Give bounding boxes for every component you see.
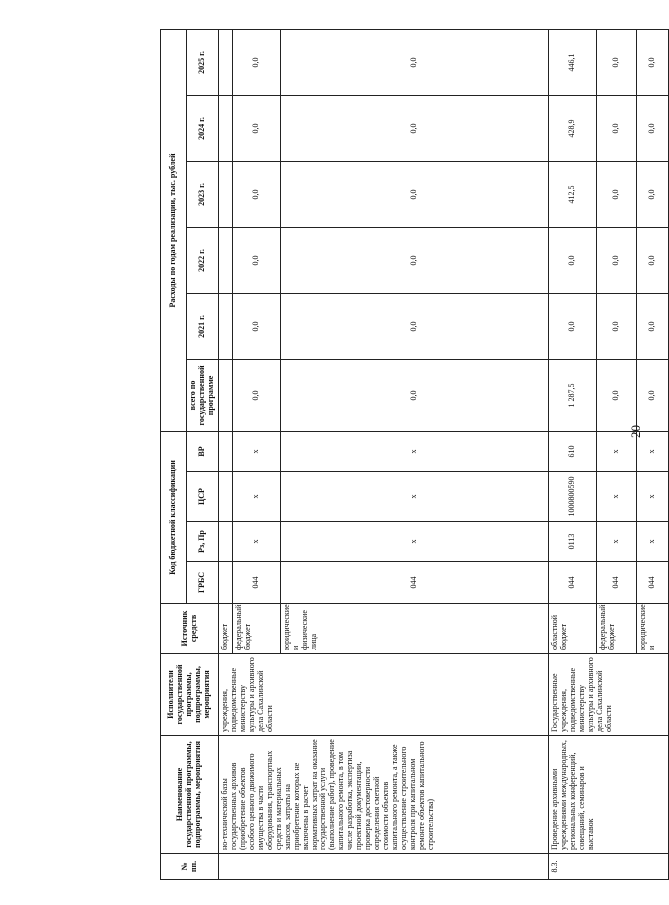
cell-2024: 0,0 (233, 95, 281, 161)
cell-grbs: 044 (597, 562, 637, 604)
header-year-2021: 2021 г. (187, 293, 219, 359)
header-vr: ВР (187, 431, 219, 471)
rotated-table-container (160, 30, 657, 880)
row-source: областной бюджет (549, 604, 597, 654)
cell-rzpr: х (597, 522, 637, 562)
row-source: юридические и (637, 604, 669, 654)
cell-grbs: 044 (233, 562, 281, 604)
cell-2025: 0,0 (233, 29, 281, 95)
cell-2023: 0,0 (281, 161, 549, 227)
row-source: юридические и физические лица (281, 604, 549, 654)
row-source: бюджет (219, 604, 233, 654)
cell-2021: 0,0 (233, 293, 281, 359)
cell-grbs (219, 562, 233, 604)
header-year-2024: 2024 г. (187, 95, 219, 161)
cell-2025: 0,0 (597, 29, 637, 95)
cell-2024 (219, 95, 233, 161)
header-csr: ЦСР (187, 472, 219, 522)
cell-2022: 0,0 (233, 227, 281, 293)
header-name: Наименование государственной программы, подпрограммы, мероприятия (161, 736, 219, 854)
cell-total: 1 287,5 (549, 359, 597, 431)
cell-vr: х (233, 431, 281, 471)
cell-2022: 0,0 (597, 227, 637, 293)
header-expenses-group: Расходы по годам реализации, тыс. рублей (161, 29, 187, 431)
cell-rzpr (219, 522, 233, 562)
cell-csr: х (233, 472, 281, 522)
cell-grbs: 044 (637, 562, 669, 604)
cell-2025: 0,0 (281, 29, 549, 95)
header-year-2025: 2025 г. (187, 29, 219, 95)
cell-csr (219, 472, 233, 522)
cell-vr: х (637, 431, 669, 471)
cell-2021: 0,0 (637, 293, 669, 359)
cell-rzpr: х (233, 522, 281, 562)
cell-2022: 0,0 (637, 227, 669, 293)
header-total: всего по государственной программе (187, 359, 219, 431)
cell-2022: 0,0 (549, 227, 597, 293)
header-source: Источник средств (161, 604, 219, 654)
cell-total: 0,0 (233, 359, 281, 431)
header-budget-code-group: Код бюджетной классификации (161, 431, 187, 603)
budget-table (160, 29, 669, 880)
cell-2023: 0,0 (637, 161, 669, 227)
cell-csr: 1000800590 (549, 472, 597, 522)
cell-2023: 0,0 (233, 161, 281, 227)
cell-2022: 0,0 (281, 227, 549, 293)
cell-vr (219, 431, 233, 471)
row-name: Проведение архивными учреждениями международных, региональных конференций, совещаний, семинаров и выставок (549, 736, 669, 854)
header-grbs: ГРБС (187, 562, 219, 604)
header-year-2023: 2023 г. (187, 161, 219, 227)
cell-vr: х (597, 431, 637, 471)
cell-grbs: 044 (549, 562, 597, 604)
row-source: федеральный бюджет (597, 604, 637, 654)
header-year-2022: 2022 г. (187, 227, 219, 293)
cell-2021: 0,0 (281, 293, 549, 359)
row-number: 8.3. (549, 854, 669, 880)
cell-vr: х (281, 431, 549, 471)
cell-2021: 0,0 (597, 293, 637, 359)
cell-2025 (219, 29, 233, 95)
cell-2024: 428,9 (549, 95, 597, 161)
cell-vr: 610 (549, 431, 597, 471)
page-number: 20 (628, 425, 643, 438)
cell-rzpr: х (281, 522, 549, 562)
cell-2024: 0,0 (597, 95, 637, 161)
row-source: федеральный бюджет (233, 604, 281, 654)
cell-total: 0,0 (281, 359, 549, 431)
cell-csr: х (597, 472, 637, 522)
cell-csr: х (637, 472, 669, 522)
cell-2025: 446,1 (549, 29, 597, 95)
cell-2023 (219, 161, 233, 227)
cell-2024: 0,0 (637, 95, 669, 161)
cell-total: 0,0 (597, 359, 637, 431)
row-number (219, 854, 549, 880)
cell-2023: 412,5 (549, 161, 597, 227)
header-executor: Исполнители государственной программы, подпрограммы, мероприятия (161, 654, 219, 736)
cell-2021 (219, 293, 233, 359)
header-no: № пп. (161, 854, 219, 880)
row-executor: учреждения, подведомственные министерству культуры и архивного дела Сахалинской области (219, 654, 549, 736)
header-rzpr: Рз, Пр (187, 522, 219, 562)
cell-2022 (219, 227, 233, 293)
cell-total: 0,0 (637, 359, 669, 431)
cell-rzpr: 0113 (549, 522, 597, 562)
cell-2025: 0,0 (637, 29, 669, 95)
cell-grbs: 044 (281, 562, 549, 604)
cell-total (219, 359, 233, 431)
cell-rzpr: х (637, 522, 669, 562)
cell-2023: 0,0 (597, 161, 637, 227)
table-row (219, 29, 233, 879)
cell-csr: х (281, 472, 549, 522)
row-name: но-технической базы государственных архивов (приобретение объектов особого ценного движимого имущества в части оборудования, транспортных средств и материальных запасов, затраты на приобретение которых не включены в расчет нормативных затрат на оказание государственной услуги (выполнение работ), проведение капитального ремонта, в том числе разработка, экспертиза проектной документации, проверка достоверности определения сметной стоимости объектов капитального ремонта, а также осуществление строительного контроля при капитальном ремонте объектов капитального строительства) (219, 736, 549, 854)
row-executor: Государственные учреждения, подведомственные министерству культуры и архивного дела Сахалинской области (549, 654, 669, 736)
cell-2021: 0,0 (549, 293, 597, 359)
table-row (549, 29, 597, 879)
cell-2024: 0,0 (281, 95, 549, 161)
